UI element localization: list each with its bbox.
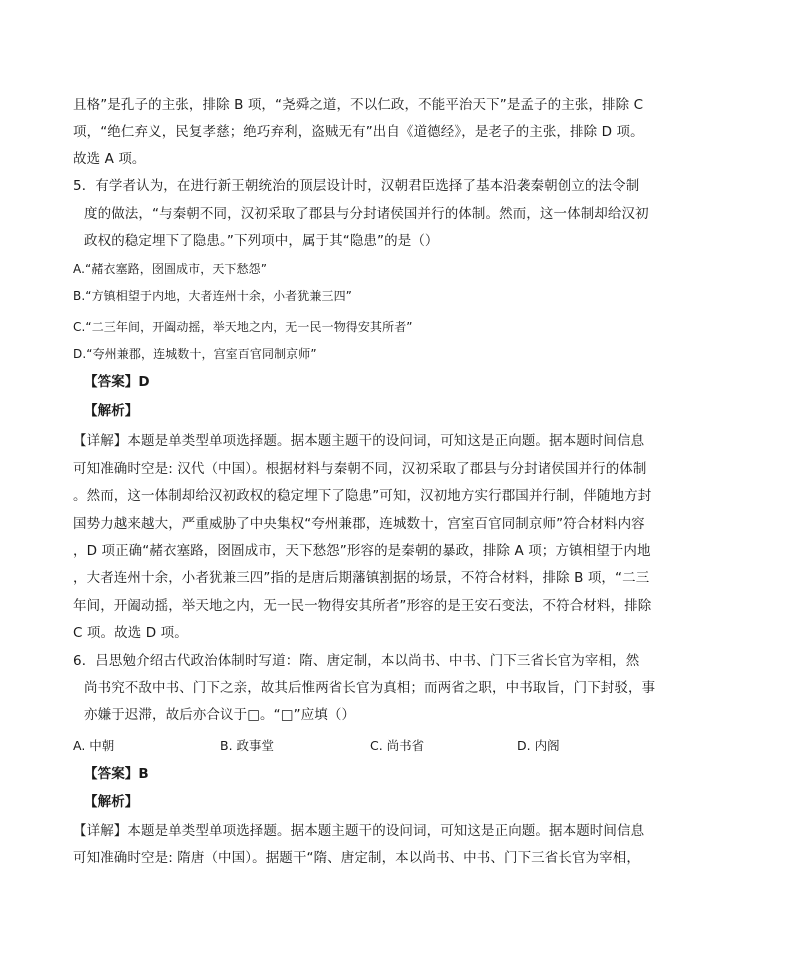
answer-label: 【答案】B xyxy=(84,766,149,782)
text-line: 年间，开阖动摇，举天地之内，无一民一物得安其所者”形容的是王安石变法，不符合材料，排除 xyxy=(73,598,652,614)
text-line: 可知准确时空是: 隋唐（中国）。据题干“隋、唐定制，本以尚书、中书、门下三省长官为宰相， xyxy=(73,850,640,866)
question-5-stem: 5．有学者认为，在进行新王朝统治的顶层设计时，汉朝君臣选择了基本沿袭秦朝创立的法令制 xyxy=(73,178,640,194)
text-line: 故选 A 项。 xyxy=(73,151,146,167)
analysis-label: 【解析】 xyxy=(84,794,139,810)
q6-option-a: A. 中朝 xyxy=(73,738,115,753)
q5-option-b: B.“方镇相望于内地，大者连州十余，小者犹兼三四” xyxy=(73,289,352,303)
q5-option-c: C.“二三年间，开阖动摇，举天地之内，无一民一物得安其所者” xyxy=(73,320,413,334)
q6-option-d: D. 内阁 xyxy=(517,738,560,753)
text-line: 且格”是孔子的主张，排除 B 项，“尧舜之道，不以仁政，不能平治天下”是孟子的主张，排除 C xyxy=(73,97,644,113)
text-line: 度的做法，“与秦朝不同，汉初采取了郡县与分封诸侯国并行的体制。然而，这一体制却给汉初 xyxy=(84,206,649,222)
q6-options-row xyxy=(73,737,703,755)
text-line: C 项。故选 D 项。 xyxy=(73,625,188,641)
text-line: 国势力越来越大，严重威胁了中央集权“夸州兼郡，连城数十，宫室百官同制京师”符合材料内容 xyxy=(73,516,645,532)
q5-option-a: A.“赭衣塞路，囹圄成市，天下愁怨” xyxy=(73,262,268,276)
q6-option-c: C. 尚书省 xyxy=(370,738,425,753)
text-line: 可知准确时空是: 汉代（中国）。根据材料与秦朝不同，汉初采取了郡县与分封诸侯国并行的体制 xyxy=(73,461,647,477)
text-line: 【详解】本题是单类型单项选择题。据本题主题干的设问词，可知这是正向题。据本题时间信息 xyxy=(73,823,645,839)
text-line: 【详解】本题是单类型单项选择题。据本题主题干的设问词，可知这是正向题。据本题时间信息 xyxy=(73,433,645,449)
text-line: ，大者连州十余，小者犹兼三四”指的是唐后期藩镇割据的场景，不符合材料，排除 B 项，“二三 xyxy=(73,570,650,586)
text-line: 亦嫌于迟滞，故后亦合议于□。“□”应填（） xyxy=(84,707,356,723)
text-line: 项，“绝仁弃义，民复孝慈；绝巧弃利，盗贼无有”出自《道德经》，是老子的主张，排除 D 项。 xyxy=(73,124,644,140)
text-line: ，D 项正确“赭衣塞路，囹圄成市，天下愁怨”形容的是秦朝的暴政，排除 A 项；方镇相望于内地 xyxy=(73,543,651,559)
analysis-label: 【解析】 xyxy=(84,403,139,419)
q6-option-b: B. 政事堂 xyxy=(220,738,275,753)
answer-label: 【答案】D xyxy=(84,374,150,390)
text-line: 尚书究不敌中书、门下之亲，故其后惟两省长官为真相；而两省之职，中书取旨，门下封驳，事 xyxy=(84,680,656,696)
text-line: 政权的稳定埋下了隐患。”下列项中，属于其“隐患”的是（） xyxy=(84,233,439,249)
q5-option-d: D.“夸州兼郡，连城数十，宫室百官同制京师” xyxy=(73,347,317,361)
text-line: 。然而，这一体制却给汉初政权的稳定埋下了隐患”可知，汉初地方实行郡国并行制，伴随地方封 xyxy=(73,488,652,504)
question-6-stem: 6．吕思勉介绍古代政治体制时写道：隋、唐定制，本以尚书、中书、门下三省长官为宰相，然 xyxy=(73,653,640,669)
